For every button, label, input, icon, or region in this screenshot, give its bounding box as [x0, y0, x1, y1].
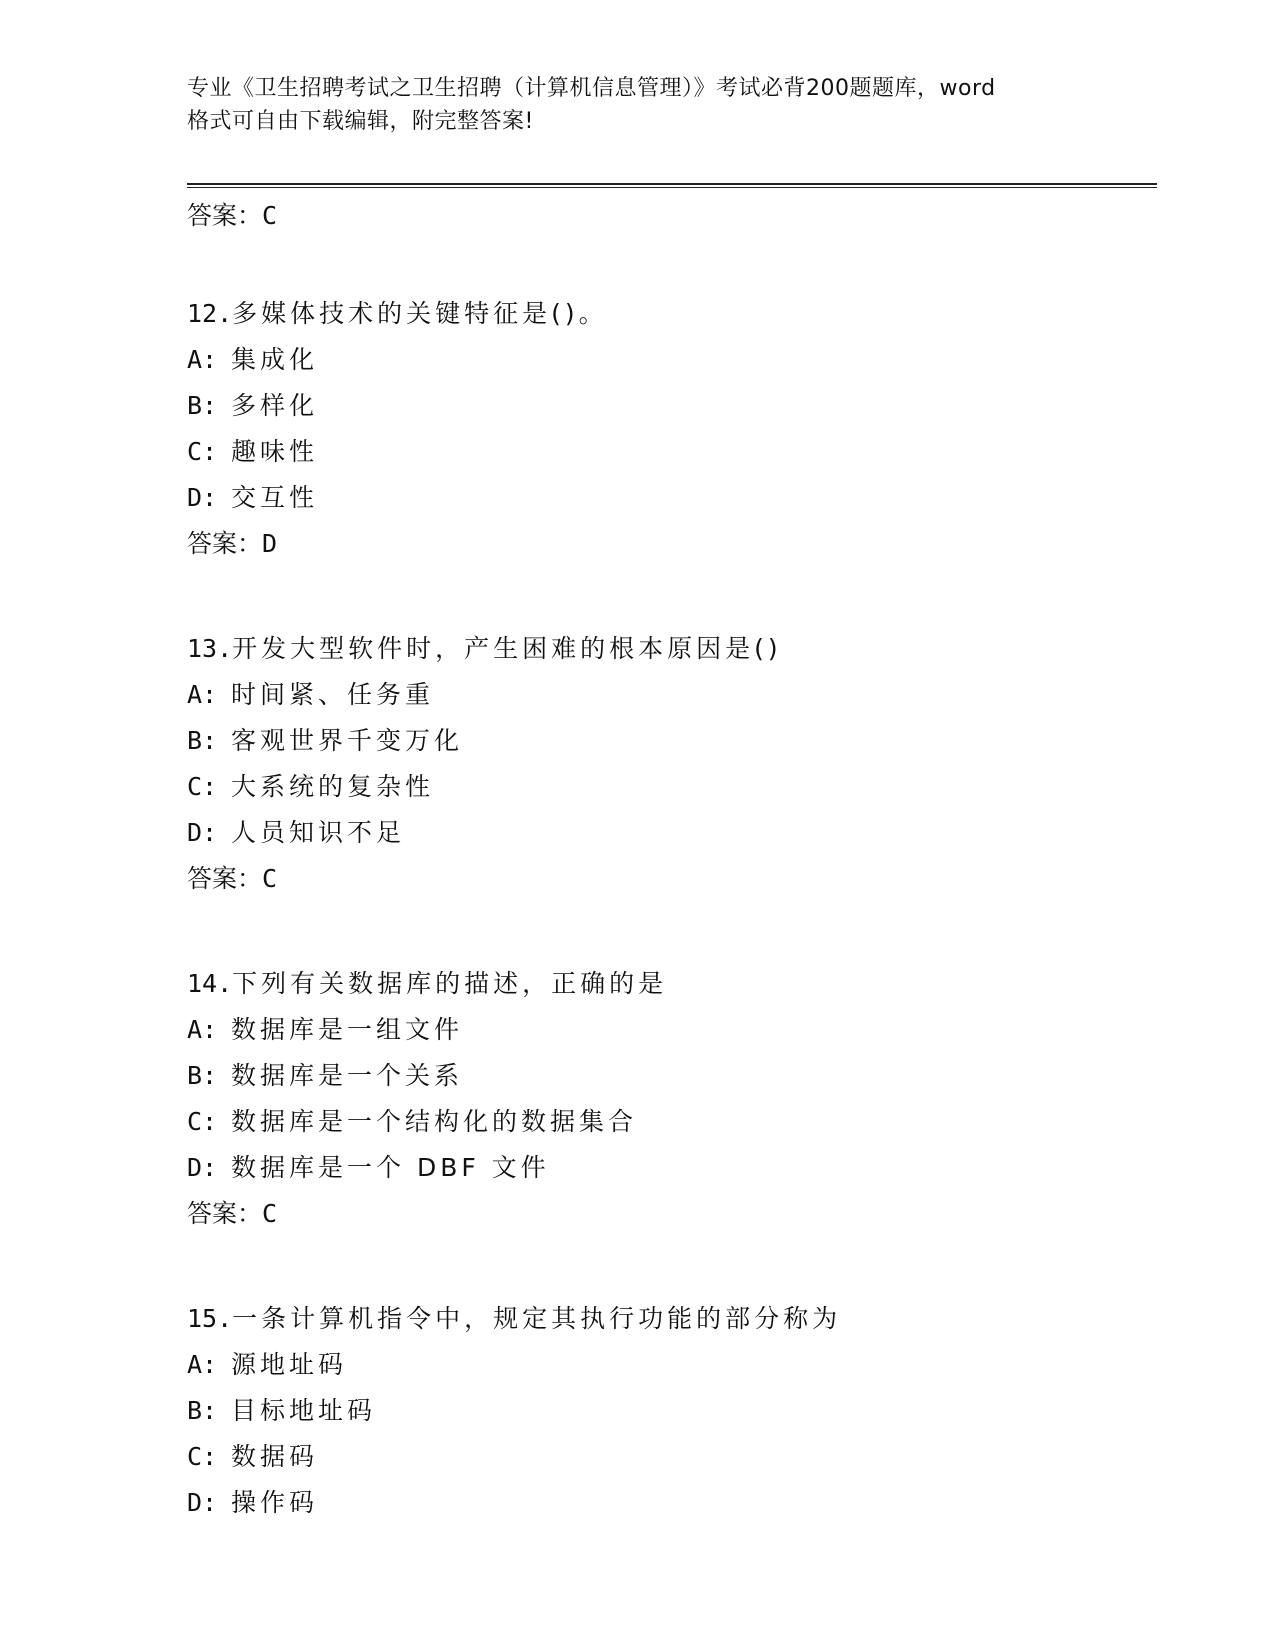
- question-block: [187, 961, 1157, 1237]
- question-option: [187, 1434, 1157, 1480]
- question-block: [187, 1296, 1157, 1526]
- answer-value: C: [262, 1199, 278, 1228]
- question-title: [187, 626, 1157, 672]
- answer-line: [187, 521, 1157, 567]
- option-letter: A:: [187, 1015, 218, 1044]
- option-text: 源地址码: [231, 1350, 348, 1379]
- answer-value: C: [262, 201, 278, 230]
- question-title: [187, 291, 1157, 337]
- answer-value: D: [262, 529, 278, 558]
- option-text: 客观世界千变万化: [231, 726, 464, 755]
- question-option: [187, 1007, 1157, 1053]
- question-title: [187, 961, 1157, 1007]
- question-block: [187, 291, 1157, 567]
- question-option: [187, 1145, 1157, 1191]
- option-letter: B:: [187, 1061, 218, 1090]
- option-text: 大系统的复杂性: [231, 772, 435, 801]
- question-option: [187, 1388, 1157, 1434]
- option-letter: D:: [187, 483, 218, 512]
- question-option: [187, 1099, 1157, 1145]
- question-option: [187, 429, 1157, 475]
- option-text: 操作码: [231, 1488, 319, 1517]
- option-text: 集成化: [231, 345, 319, 374]
- option-text: 时间紧、任务重: [231, 680, 435, 709]
- answer-label: 答案：: [187, 529, 263, 558]
- option-letter: B:: [187, 391, 218, 420]
- option-letter: C:: [187, 772, 218, 801]
- question-block: [187, 626, 1157, 902]
- question-number: 13.: [187, 634, 233, 663]
- option-text: 数据库是一组文件: [231, 1015, 464, 1044]
- question-option: [187, 337, 1157, 383]
- answer-line: [187, 200, 1157, 232]
- option-text: 数据库是一个关系: [231, 1061, 464, 1090]
- question-text: 开发大型软件时，产生困难的根本原因是(): [232, 634, 782, 663]
- question-option: [187, 718, 1157, 764]
- option-text: 人员知识不足: [231, 818, 406, 847]
- answer-label: 答案：: [187, 201, 263, 230]
- question-text: 多媒体技术的关键特征是()。: [232, 299, 608, 328]
- option-text: 交互性: [231, 483, 319, 512]
- question-list: [187, 291, 1157, 1526]
- option-text: 数据库是一个结构化的数据集合: [231, 1107, 638, 1136]
- option-letter: A:: [187, 345, 218, 374]
- question-number: 14.: [187, 969, 233, 998]
- option-letter: A:: [187, 1350, 218, 1379]
- answer-label: 答案：: [187, 1199, 263, 1228]
- option-letter: C:: [187, 437, 218, 466]
- answer-value: C: [262, 864, 278, 893]
- option-letter: A:: [187, 680, 218, 709]
- option-text: 多样化: [231, 391, 319, 420]
- document-header: [187, 72, 1157, 138]
- answer-label: 答案：: [187, 864, 263, 893]
- option-letter: B:: [187, 1396, 218, 1425]
- header-line-1: 专业《卫生招聘考试之卫生招聘（计算机信息管理）》考试必背200题题库，word: [187, 76, 996, 101]
- header-line-2: 格式可自由下载编辑，附完整答案!: [187, 109, 534, 134]
- question-option: [187, 1342, 1157, 1388]
- option-text: 趣味性: [231, 437, 319, 466]
- question-option: [187, 383, 1157, 429]
- question-number: 12.: [187, 299, 233, 328]
- question-text: 一条计算机指令中，规定其执行功能的部分称为: [232, 1304, 842, 1333]
- question-text: 下列有关数据库的描述，正确的是: [232, 969, 668, 998]
- option-letter: D:: [187, 1153, 218, 1182]
- document-page: [187, 72, 1157, 1526]
- answer-line: [187, 856, 1157, 902]
- option-letter: B:: [187, 726, 218, 755]
- question-title: [187, 1296, 1157, 1342]
- option-text: 数据码: [231, 1442, 319, 1471]
- option-text: 目标地址码: [231, 1396, 377, 1425]
- question-option: [187, 1053, 1157, 1099]
- option-letter: D:: [187, 1488, 218, 1517]
- option-letter: C:: [187, 1107, 218, 1136]
- option-letter: C:: [187, 1442, 218, 1471]
- question-option: [187, 1480, 1157, 1526]
- question-number: 15.: [187, 1304, 233, 1333]
- answer-line: [187, 1191, 1157, 1237]
- option-letter: D:: [187, 818, 218, 847]
- question-option: [187, 810, 1157, 856]
- question-option: [187, 764, 1157, 810]
- question-option: [187, 672, 1157, 718]
- option-text: 数据库是一个 DBF 文件: [231, 1153, 550, 1182]
- header-divider: [187, 183, 1157, 188]
- question-option: [187, 475, 1157, 521]
